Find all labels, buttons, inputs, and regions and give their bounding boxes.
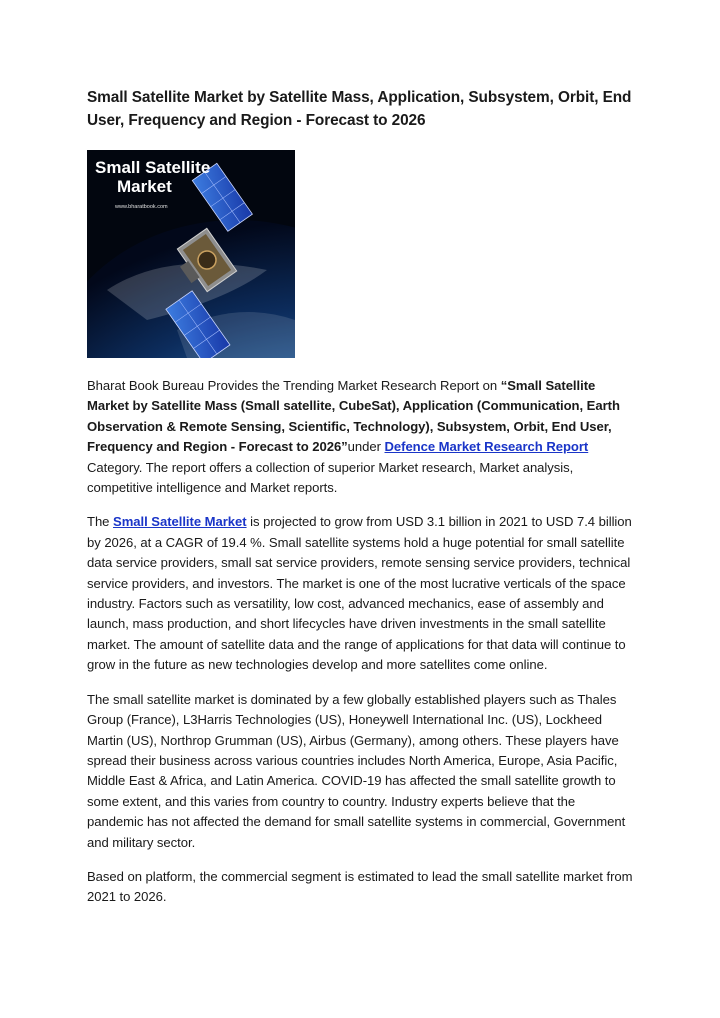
report-cover-image <box>87 150 295 358</box>
intro-rest: Category. The report offers a collection of superior Market research, Market analysis, competitive intelligence and Market reports. <box>87 459 574 496</box>
the-text: The <box>87 514 114 530</box>
under-text: under <box>347 439 385 455</box>
cover-website: www.bharatbook.com <box>115 204 168 210</box>
cover-heading-line2: Market <box>117 177 172 196</box>
satellite-illustration <box>87 150 295 358</box>
intro-text: Bharat Book Bureau Provides the Trending Market Research Report on <box>87 378 501 393</box>
market-size-rest: is projected to grow from USD 3.1 billion in 2021 to USD 7.4 billion by 2026, at a CAGR of 19.4 %. Small satellite systems hold a huge potential for small satellite data service providers, small sat service providers, remote sensing service providers, technical service providers, and investors. The market is one of the most lucrative verticals of the space industry. Factors such as versatility, low cost, advanced mechanics, ease of assembly and launch, mass production, and short lifecycles have driven investments in the small satellite market. The amount of satellite data and the range of applications for that data will continue to grow in the future as new technologies develop and more satellites come online. <box>87 514 632 673</box>
small-satellite-market-link[interactable]: Small Satellite Market <box>113 514 247 530</box>
paragraph-platform: Based on platform, the commercial segment is estimated to lead the small satellite market from 2021 to 2026. <box>87 868 633 905</box>
defence-report-link[interactable]: Defence Market Research Report <box>384 439 589 455</box>
document-page <box>87 86 635 922</box>
report-title: Small Satellite Market by Satellite Mass, Application, Subsystem, Orbit, End User, Frequency and Region - Forecast to 2026 <box>87 89 632 129</box>
paragraph-intro <box>87 376 635 498</box>
cover-heading-line1: Small Satellite <box>95 158 211 177</box>
paragraph-market-size <box>87 512 635 675</box>
paragraph-players: The small satellite market is dominated by a few globally established players such as Thales Group (France), L3Harris Technologies (US), Honeywell International Inc. (US), Lockheed Martin (US), Northrop Grumman (US), Airbus (Germany), among others. These players have spread their business across various countries includes North America, Europe, Asia Pacific, Middle East & Africa, and Latin America. COVID-19 has affected the small satellite growth to some extent, and this varies from country to country. Industry experts believe that the pandemic has not affected the demand for small satellite systems in commercial, Government and military sector. <box>87 691 626 850</box>
report-name-bold: “Small Satellite Market by Satellite Mass (Small satellite, CubeSat), Application (Communication, Earth Observation & Remote Sensing, Scientific, Technology), Subsystem, Orbit, End User, Frequency and Region - Forecast to 2026” <box>87 378 620 455</box>
